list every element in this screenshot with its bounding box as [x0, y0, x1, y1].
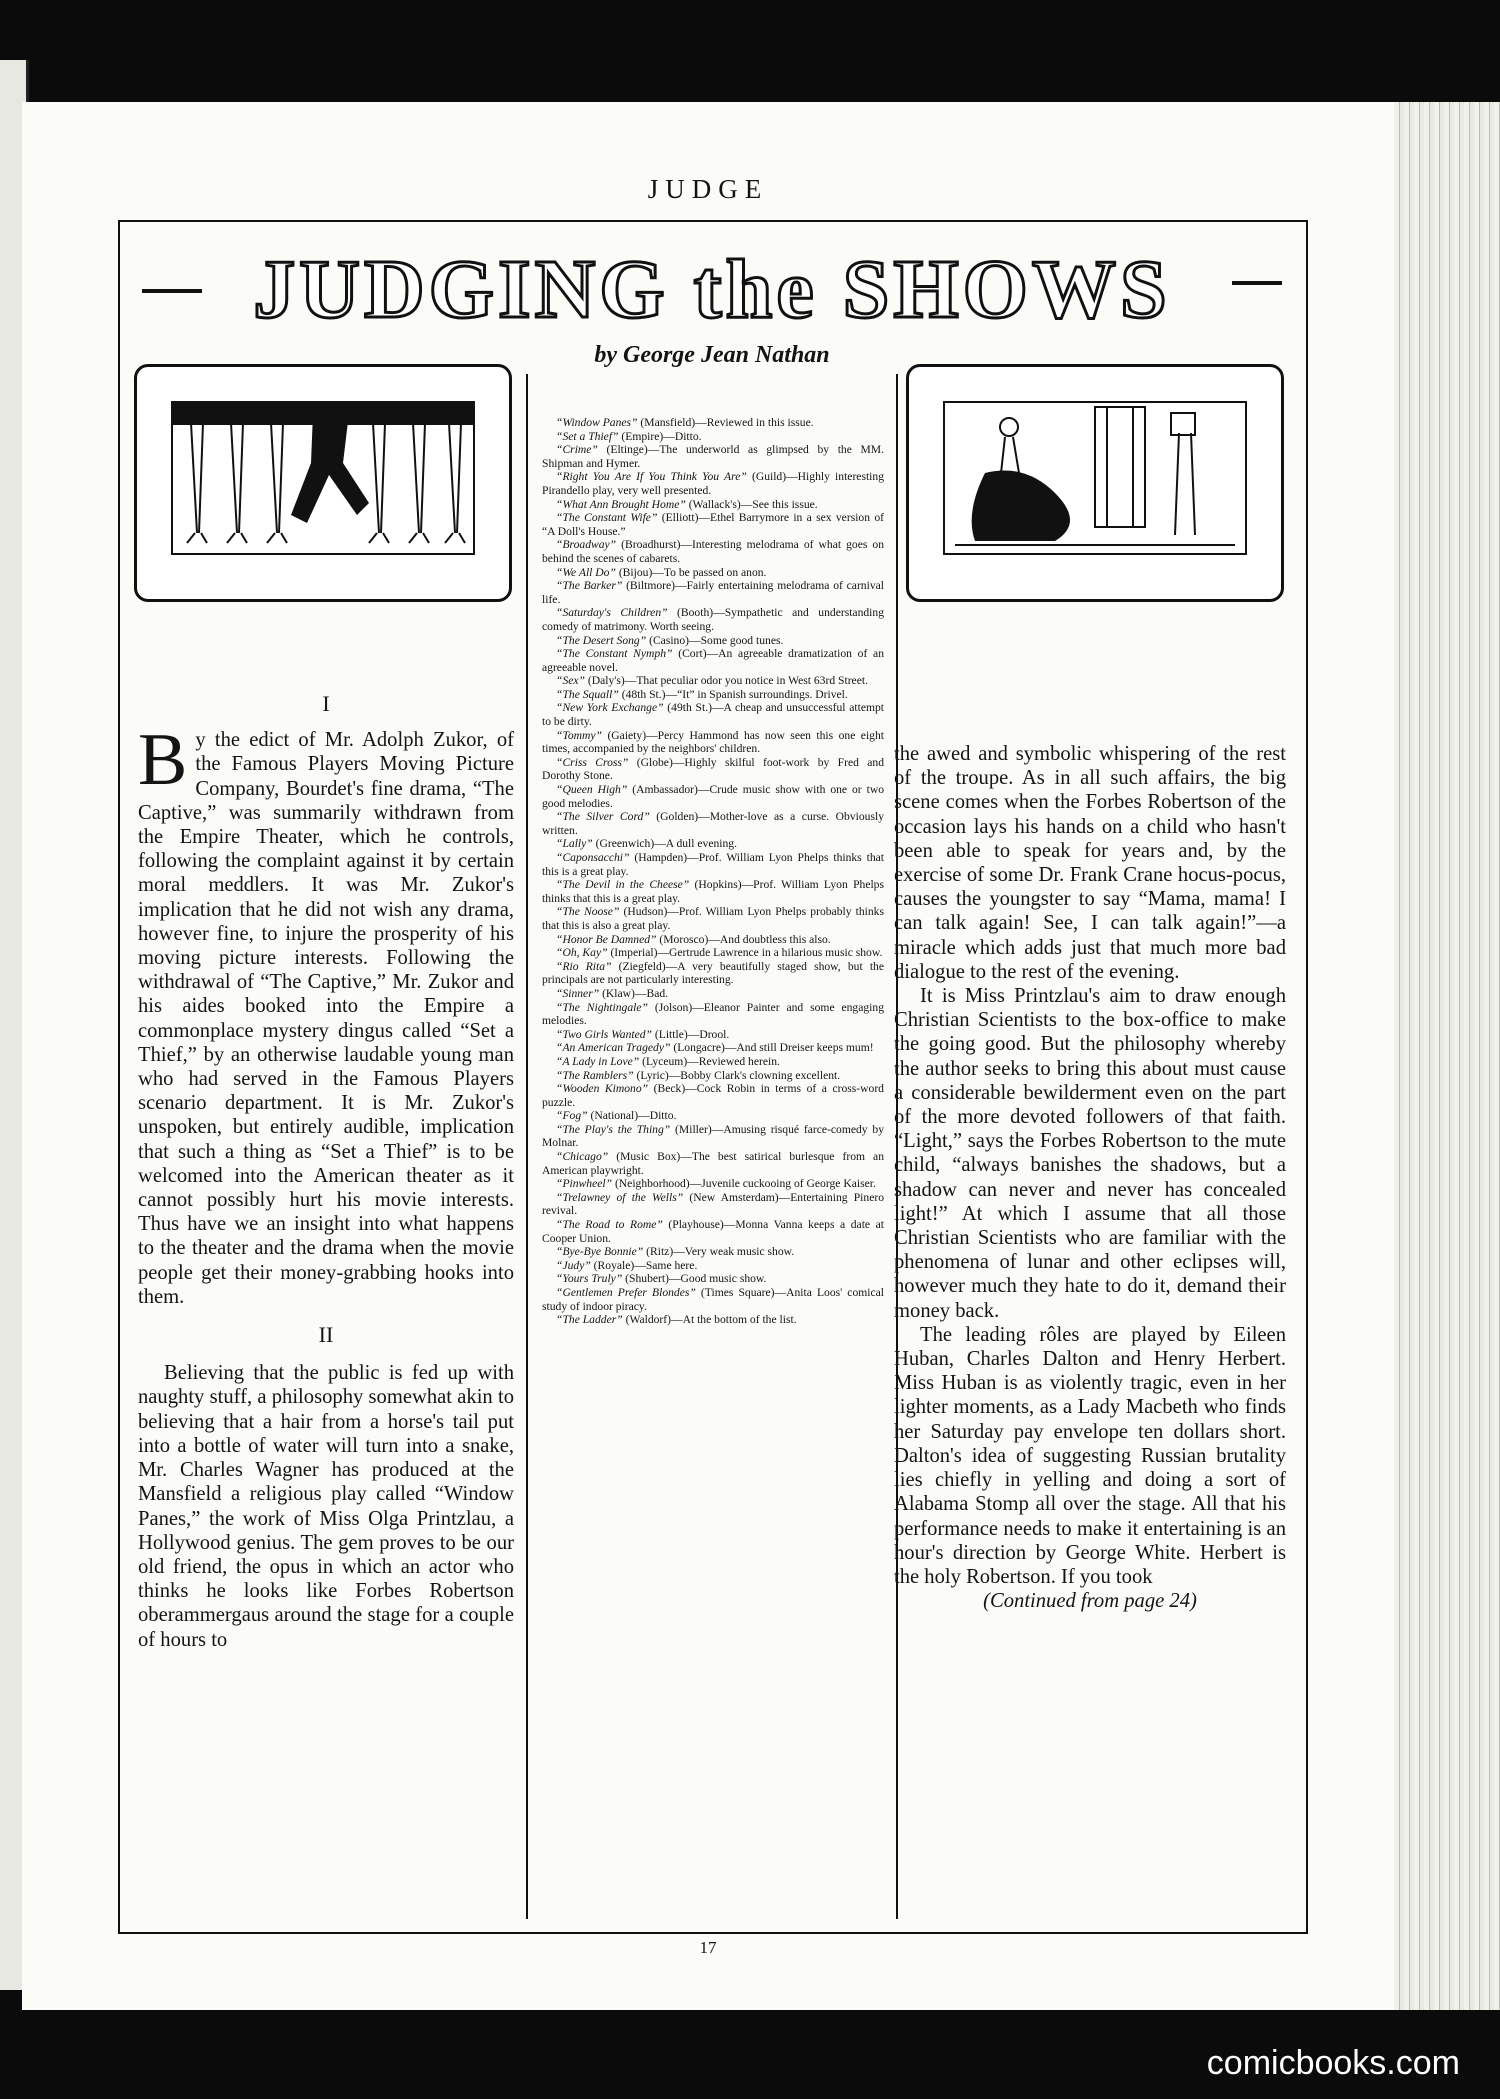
show-list-item	[542, 946, 884, 960]
show-title: “Bye-Bye Bonnie”	[556, 1245, 644, 1259]
show-description: (Gaiety)—Percy Hammond has now seen this one eight times, accompanied by the neighbors' children.	[542, 728, 884, 756]
show-list-item	[542, 1191, 884, 1218]
show-description: (Bijou)—To be passed on anon.	[615, 565, 767, 579]
show-description: (Guild)—Highly interesting Pirandello play, very well presented.	[542, 470, 884, 497]
section-numeral-2: II	[318, 1322, 334, 1348]
headline	[142, 247, 1282, 327]
sofa-scene-drawing	[945, 403, 1245, 553]
show-list-item	[542, 810, 884, 837]
show-description: (Neighborhood)—Juvenile cuckooing of George Kaiser.	[612, 1177, 876, 1191]
show-description: (Playhouse)—Monna Vanna keeps a date at Cooper Union.	[542, 1218, 884, 1245]
show-list-item	[542, 851, 884, 878]
show-title: “The Ladder”	[556, 1313, 623, 1327]
show-list-item	[542, 1123, 884, 1150]
show-title: “The Play's the Thing”	[556, 1122, 671, 1136]
show-title: “The Nightingale”	[556, 1000, 648, 1014]
show-list-item	[542, 1150, 884, 1177]
show-description: (Morosco)—And doubtless this also.	[656, 932, 831, 946]
show-title: “Set a Thief”	[556, 429, 619, 443]
show-title: “Judy”	[556, 1258, 591, 1272]
show-list-item	[542, 1218, 884, 1245]
show-list-item	[542, 878, 884, 905]
continued-note: (Continued from page 24)	[983, 1590, 1197, 1613]
show-title: “An American Tragedy”	[556, 1041, 671, 1055]
show-description: (Wallack's)—See this issue.	[685, 497, 818, 511]
show-description: (Ambassador)—Crude music show with one or two good melodies.	[542, 783, 884, 810]
illustration-dancers	[134, 364, 512, 602]
magazine-page	[22, 102, 1394, 2010]
show-list-item	[542, 701, 884, 728]
magazine-name: JUDGE	[647, 174, 769, 204]
show-title: “Lally”	[556, 837, 593, 851]
show-list-item	[542, 674, 884, 688]
show-description: (Lyceum)—Reviewed herein.	[639, 1054, 780, 1068]
show-title: “Trelawney of the Wells”	[556, 1190, 684, 1204]
show-list	[542, 416, 884, 1327]
article-column-left	[138, 692, 514, 1652]
article-column-right	[894, 742, 1286, 1613]
show-title: “The Barker”	[556, 579, 623, 593]
show-title: “Honor Be Damned”	[556, 932, 657, 946]
show-list-item	[542, 1041, 884, 1055]
show-description: (Jolson)—Eleanor Painter and some engaging melodies.	[542, 1000, 884, 1028]
show-list-item	[542, 566, 884, 580]
show-list-item	[542, 1245, 884, 1259]
show-title: “Fog”	[556, 1109, 588, 1123]
show-description: (Casino)—Some good tunes.	[646, 633, 784, 647]
show-description: (Beck)—Cock Robin in terms of a cross-word puzzle.	[542, 1082, 884, 1109]
show-title: “Queen High”	[556, 783, 628, 797]
show-list-item	[542, 579, 884, 606]
show-description: (Shubert)—Good music show.	[622, 1272, 767, 1286]
show-title: “What Ann Brought Home”	[556, 497, 686, 511]
show-description: (Waldorf)—At the bottom of the list.	[622, 1313, 797, 1327]
show-title: “Gentlemen Prefer Blondes”	[556, 1286, 696, 1299]
show-list-item	[542, 1109, 884, 1123]
show-description: (Greenwich)—A dull evening.	[592, 837, 737, 851]
show-title: “The Ramblers”	[556, 1068, 634, 1082]
show-description: (Elliott)—Ethel Barrymore in a sex version of “A Doll's House.”	[542, 511, 884, 538]
show-description: (Hopkins)—Prof. William Lyon Phelps thinks that this is a great play.	[542, 878, 884, 905]
show-title: “The Devil in the Cheese”	[556, 878, 690, 892]
show-description: (Globe)—Highly skilful foot-work by Fred and Dorothy Stone.	[542, 755, 884, 783]
show-list-item	[542, 688, 884, 702]
paragraph-5: The leading rôles are played by Eileen Huban, Charles Dalton and Henry Herbert. Miss Huban is as violently tragic, even in her lighter moments, as a Lady Macbeth who finds her Saturday pay envelope ten dollars short. Dalton's idea of suggesting Russian brutality lies chiefly in yelling and doing a sort of Alabama Stomp all over the stage. All that his performance needs to make it entertaining is an hour's direction by George White. Herbert is the holy Robertson. If you took	[894, 1323, 1286, 1588]
show-title: “The Squall”	[556, 687, 619, 701]
show-title: “Tommy”	[556, 728, 602, 742]
show-list-item	[542, 729, 884, 756]
show-list-item	[542, 470, 884, 497]
show-title: “Pinwheel”	[556, 1177, 613, 1191]
byline: by George Jean Nathan	[594, 342, 830, 368]
show-description: (Hudson)—Prof. William Lyon Phelps probably thinks that this is also a great play.	[542, 905, 884, 932]
show-list-item	[542, 837, 884, 851]
page-number: 17	[699, 1938, 717, 1957]
show-list-item	[542, 960, 884, 987]
show-title: “Caponsacchi”	[556, 851, 630, 864]
show-list-item	[542, 1313, 884, 1327]
show-title: “Criss Cross”	[556, 755, 629, 769]
paragraph-3: the awed and symbolic whispering of the rest of the troupe. As in all such affairs, the big scene comes when the Forbes Robertson of the occasion lays his hands on a child who hasn't been able to speak for years and, by the exercise of some Dr. Frank Crane hocus-pocus, causes the youngster to say “Mama, mama! I can talk again! See, I can talk again!”—a miracle which adds just that much more bad dialogue to the rest of the evening.	[894, 743, 1286, 983]
show-list-item	[542, 1055, 884, 1069]
show-title: “The Road to Rome”	[556, 1218, 663, 1232]
show-description: (Miller)—Amusing risqué farce-comedy by Molnar.	[542, 1122, 884, 1150]
show-title: “New York Exchange”	[556, 701, 664, 715]
show-description: (Golden)—Mother-love as a curse. Obviously written.	[542, 810, 884, 837]
show-list-item	[542, 1069, 884, 1083]
show-list-item	[542, 1082, 884, 1109]
illustration-sofa-scene	[906, 364, 1284, 602]
show-title: “Crime”	[556, 443, 598, 457]
show-list-item	[542, 1286, 884, 1313]
column-rule-left	[526, 374, 528, 1919]
show-list-item	[542, 1001, 884, 1028]
show-title: “We All Do”	[556, 565, 616, 579]
drop-cap: B	[138, 719, 188, 802]
watermark: comicbooks.com	[1206, 2044, 1460, 2082]
show-list-item	[542, 783, 884, 810]
show-description: (Longacre)—And still Dreiser keeps mum!	[670, 1041, 874, 1055]
show-description: (48th St.)—“It” in Spanish surroundings. Drivel.	[618, 687, 848, 701]
show-title: “A Lady in Love”	[556, 1054, 640, 1068]
show-title: “Window Panes”	[556, 416, 638, 429]
show-title: “Sex”	[556, 674, 585, 688]
show-description: (Little)—Drool.	[652, 1027, 730, 1041]
show-description: (Daly's)—That peculiar odor you notice in West 63rd Street.	[584, 674, 868, 688]
show-title: “Rio Rita”	[556, 959, 612, 973]
show-title: “Yours Truly”	[556, 1272, 623, 1286]
show-title: “Oh, Kay”	[556, 946, 608, 960]
show-title: “Right You Are If You Think You Are”	[556, 470, 747, 484]
show-description: (Times Square)—Anita Loos' comical study of indoor piracy.	[542, 1286, 885, 1313]
show-list-item	[542, 511, 884, 538]
show-description: (Royale)—Same here.	[590, 1258, 698, 1272]
show-description: (Lyric)—Bobby Clark's clowning excellent.	[633, 1068, 841, 1082]
show-description: (Ritz)—Very weak music show.	[643, 1245, 795, 1259]
show-title: “The Noose”	[556, 905, 620, 919]
show-title: “Broadway”	[556, 538, 617, 552]
show-list-item	[542, 987, 884, 1001]
section-numeral-1: I	[322, 691, 330, 716]
show-list-item	[542, 1272, 884, 1286]
show-description: (Empire)—Ditto.	[618, 429, 702, 443]
show-title: “Saturday's Children”	[556, 606, 668, 620]
dancers-drawing	[173, 403, 473, 553]
show-title: “The Constant Nymph”	[556, 647, 673, 661]
show-description: (49th St.)—A cheap and unsuccessful attempt to be dirty.	[542, 701, 884, 729]
show-list-item	[542, 606, 884, 633]
show-list-item	[542, 1259, 884, 1273]
headline-text: JUDGING the SHOWS	[253, 247, 1171, 327]
show-list-item	[542, 634, 884, 648]
show-list-item	[542, 498, 884, 512]
show-description: (New Amsterdam)—Entertaining Pinero revival.	[542, 1190, 884, 1218]
paragraph-4: It is Miss Printzlau's aim to draw enough Christian Scientists to the box-office to make the going good. But the philosophy whereby the author seeks to bring this about must cause a considerable bewilderment even on the part of the more devoted followers of that faith. “Light,” says the Forbes Robertson to the mute child, “always banishes the shadows, but a shadow can never and never has concealed light!” At which I assume that all those Christian Scientists who are familiar with the phenomena of lunar and other eclipses will, however much they hate to do it, demand their money back.	[894, 985, 1286, 1322]
show-list-item	[542, 1028, 884, 1042]
show-description: (National)—Ditto.	[587, 1109, 677, 1123]
show-list-item	[542, 756, 884, 783]
show-description: (Biltmore)—Fairly entertaining melodrama of carnival life.	[542, 579, 884, 606]
show-description: (Mansfield)—Reviewed in this issue.	[637, 416, 814, 429]
show-list-item	[542, 1177, 884, 1191]
show-title: “Two Girls Wanted”	[556, 1027, 652, 1041]
page-edges	[1394, 102, 1500, 2010]
show-title: “The Desert Song”	[556, 633, 647, 647]
show-title: “Chicago”	[556, 1150, 609, 1164]
show-list-item	[542, 933, 884, 947]
show-description: (Imperial)—Gertrude Lawrence in a hilarious music show.	[607, 946, 883, 960]
show-title: “Sinner”	[556, 986, 600, 1000]
show-list-item	[542, 443, 884, 470]
illustration-sofa-panel	[943, 401, 1247, 555]
show-description: (Music Box)—The best satirical burlesque from an American playwright.	[542, 1150, 884, 1177]
paragraph-1	[138, 719, 514, 1309]
show-title: “Wooden Kimono”	[556, 1082, 649, 1096]
show-title: “The Silver Cord”	[556, 810, 650, 824]
show-title: “The Constant Wife”	[556, 511, 658, 525]
show-description: (Cort)—An agreeable dramatization of an agreeable novel.	[542, 647, 884, 674]
show-description: (Booth)—Sympathetic and understanding comedy of matrimony. Worth seeing.	[542, 606, 884, 633]
show-list-item	[542, 430, 884, 444]
show-description: (Eltinge)—The underworld as glimpsed by the MM. Shipman and Hymer.	[542, 443, 884, 470]
show-description: (Ziegfeld)—A very beautifully staged show, but the principals are not particularly interesting.	[542, 959, 884, 987]
paragraph-1-text: y the edict of Mr. Adolph Zukor, of the Famous Players Moving Picture Company, Bourdet's fine drama, “The Captive,” was summarily withdrawn from the Empire Theater, which he controls, following the complaint against it by certain moral meddlers. It was Mr. Zukor's implication that he did not wish any drama, however fine, to injure the prosperity of his moving picture interests. Following the withdrawal of “The Captive,” Mr. Zukor and his aides booked into the Empire a commonplace mystery dingus called “Set a Thief,” by an otherwise laudable young man who had served in the Famous Players scenario department. It is Mr. Zukor's unspoken, but entirely audible, implication that such a thing as “Set a Thief” is to be welcomed into the American theater as it cannot possibly hurt his movie interests. Thus have we an insight into what happens to the theater and the drama when the movie people get their money-grabbing hooks into them.	[138, 729, 514, 1308]
show-description: (Broadhurst)—Interesting melodrama of what goes on behind the scenes of cabarets.	[542, 538, 884, 565]
show-description: (Klaw)—Bad.	[599, 986, 669, 1000]
show-list-item	[542, 647, 884, 674]
show-description: (Hampden)—Prof. William Lyon Phelps thinks that this is a great play.	[542, 851, 884, 878]
show-list-item	[542, 905, 884, 932]
show-list-item	[542, 416, 884, 430]
show-list-item	[542, 538, 884, 565]
paragraph-2: Believing that the public is fed up with naughty stuff, a philosophy somewhat akin to believing that a hair from a horse's tail put into a bottle of water will turn into a snake, Mr. Charles Wagner has produced at the Mansfield a religious play called “Window Panes,” the work of Miss Olga Printzlau, a Hollywood genius. The gem proves to be our old friend, the opus in which an actor who thinks he looks like Forbes Robertson oberammergaus around the stage for a couple of hours to	[138, 1362, 514, 1651]
illustration-dancers-panel	[171, 401, 475, 555]
